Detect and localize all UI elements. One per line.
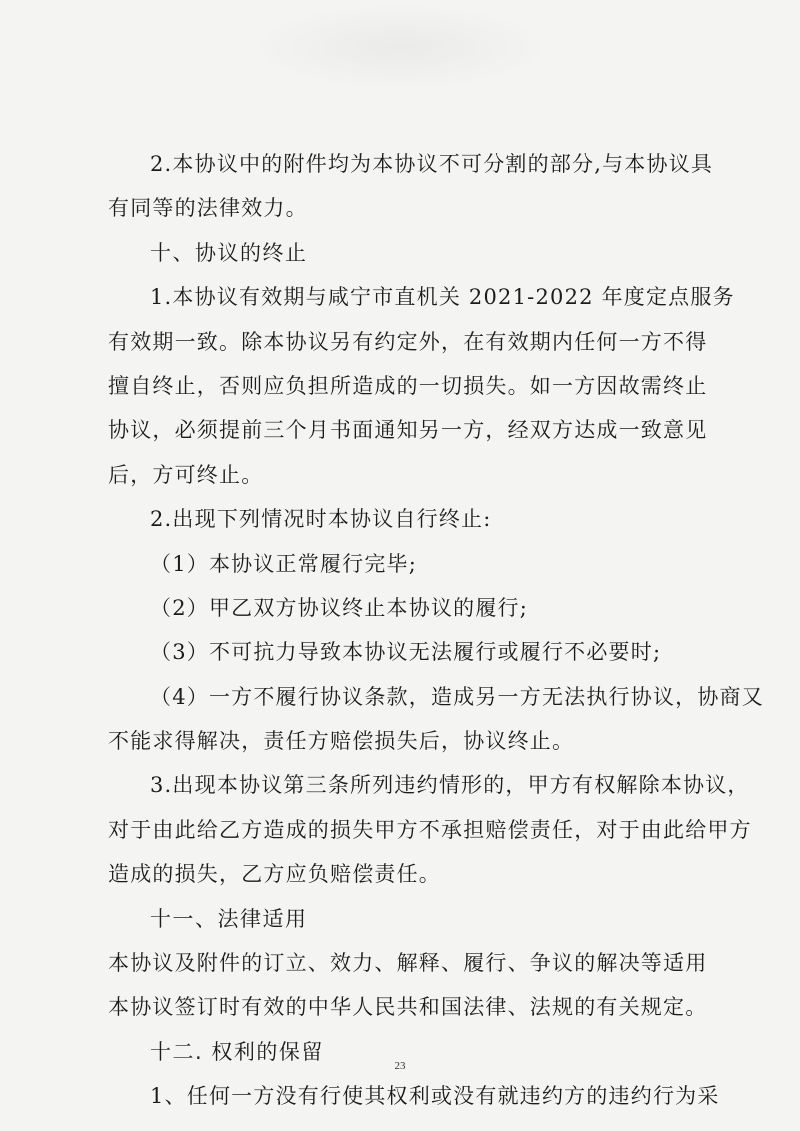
text-line: 有效期一致。除本协议另有约定外，在有效期内任何一方不得 bbox=[108, 329, 708, 354]
text-line: 协议，必须提前三个月书面通知另一方，经双方达成一致意见 bbox=[108, 418, 708, 443]
document-body bbox=[108, 142, 764, 1119]
text-line: 不能求得解决，责任方赔偿损失后，协议终止。 bbox=[108, 729, 575, 754]
text-line: 对于由此给乙方造成的损失甲方不承担赔偿责任，对于由此给甲方 bbox=[108, 817, 752, 842]
text-line: 有同等的法律效力。 bbox=[108, 196, 308, 221]
section-heading: 十二. 权利的保留 bbox=[150, 1039, 324, 1064]
text-line: 2.本协议中的附件均为本协议不可分割的部分,与本协议具 bbox=[150, 152, 714, 176]
text-line: （1）本协议正常履行完毕; bbox=[150, 551, 418, 576]
scan-smudge bbox=[250, 2, 550, 92]
section-heading: 十一、法律适用 bbox=[150, 906, 308, 931]
text-line: 2.出现下列情况时本协议自行终止: bbox=[150, 507, 492, 532]
text-line: 本协议及附件的订立、效力、解释、履行、争议的解决等适用 bbox=[108, 951, 708, 976]
text-line: （3）不可抗力导致本协议无法履行或履行不必要时; bbox=[150, 640, 662, 665]
text-line: 后，方可终止。 bbox=[108, 462, 264, 487]
page-number: 23 bbox=[394, 1060, 406, 1072]
text-line: （2）甲乙双方协议终止本协议的履行; bbox=[150, 595, 529, 620]
text-line: 1、任何一方没有行使其权利或没有就违约方的违约行为采 bbox=[150, 1084, 720, 1109]
text-line: 本协议签订时有效的中华人民共和国法律、法规的有关规定。 bbox=[108, 995, 708, 1020]
text-line: 3.出现本协议第三条所列违约情形的，甲方有权解除本协议， bbox=[150, 773, 750, 798]
text-line: （4）一方不履行协议条款，造成另一方无法执行协议，协商又 bbox=[150, 684, 764, 709]
text-line: 造成的损失，乙方应负赔偿责任。 bbox=[108, 862, 441, 887]
section-heading: 十、协议的终止 bbox=[150, 240, 308, 265]
text-line: 擅自终止，否则应负担所造成的一切损失。如一方因故需终止 bbox=[108, 373, 708, 398]
text-line: 1.本协议有效期与咸宁市直机关 2021-2022 年度定点服务 bbox=[150, 285, 735, 310]
